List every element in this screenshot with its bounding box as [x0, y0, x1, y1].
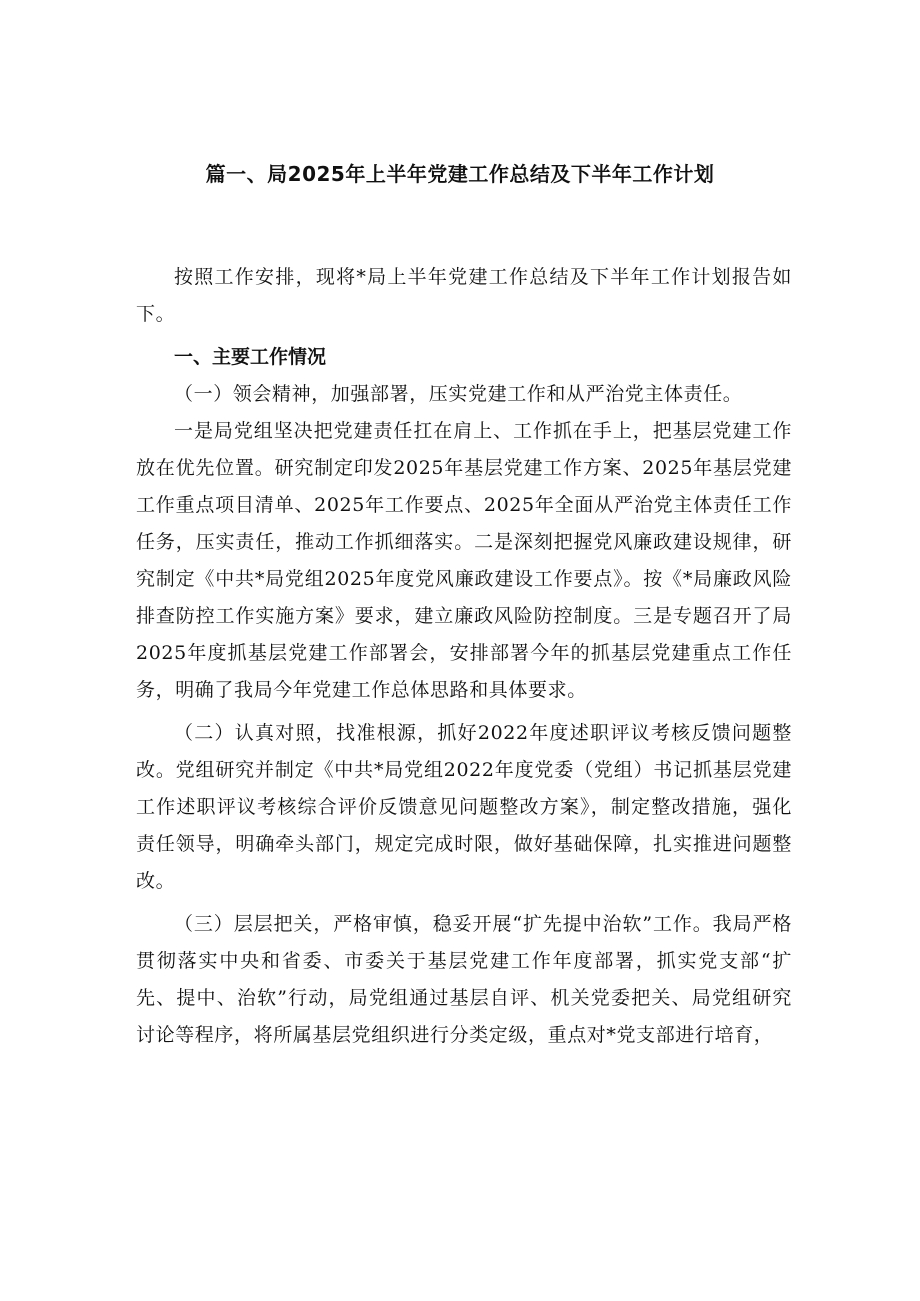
subsection-2-paragraph: （二）认真对照，找准根源，抓好2022年度述职评议考核反馈问题整改。党组研究并制定《中共*局党组2022年度党委（党组）书记抓基层党建工作述职评议考核综合评价反馈意见问题整改方案》，制定整改措施，强化责任领导，明确牵头部门，规定完成时限，做好基础保障，扎实推进问题整改。 — [136, 722, 792, 892]
intro-paragraph: 按照工作安排，现将*局上半年党建工作总结及下半年工作计划报告如下。 — [136, 266, 792, 325]
document-body — [136, 259, 792, 1054]
subsection-1-heading: （一）领会精神，加强部署，压实党建工作和从严治党主体责任。 — [174, 383, 743, 405]
document-title: 篇一、局2025年上半年党建工作总结及下半年工作计划 — [205, 162, 715, 186]
subsection-3-paragraph: （三）层层把关，严格审慎，稳妥开展“扩先提中治软”工作。我局严格贯彻落实中央和省委、市委关于基层党建工作年度部署，抓实党支部“扩先、提中、治软”行动，局党组通过基层自评、机关党委把关、局党组研究讨论等程序，将所属基层党组织进行分类定级，重点对*党支部进行培育， — [136, 913, 792, 1046]
subsection-1-body: 一是局党组坚决把党建责任扛在肩上、工作抓在手上，把基层党建工作放在优先位置。研究制定印发2025年基层党建工作方案、2025年基层党建工作重点项目清单、2025年工作要点、2025年全面从严治党主体责任工作任务，压实责任，推动工作抓细落实。二是深刻把握党风廉政建设规律，研究制定《中共*局党组2025年度党风廉政建设工作要点》。按《*局廉政风险排查防控工作实施方案》要求，建立廉政风险防控制度。三是专题召开了局2025年度抓基层党建工作部署会，安排部署今年的抓基层党建重点工作任务，明确了我局今年党建工作总体思路和具体要求。 — [136, 420, 792, 701]
section-heading: 一、主要工作情况 — [174, 346, 327, 368]
